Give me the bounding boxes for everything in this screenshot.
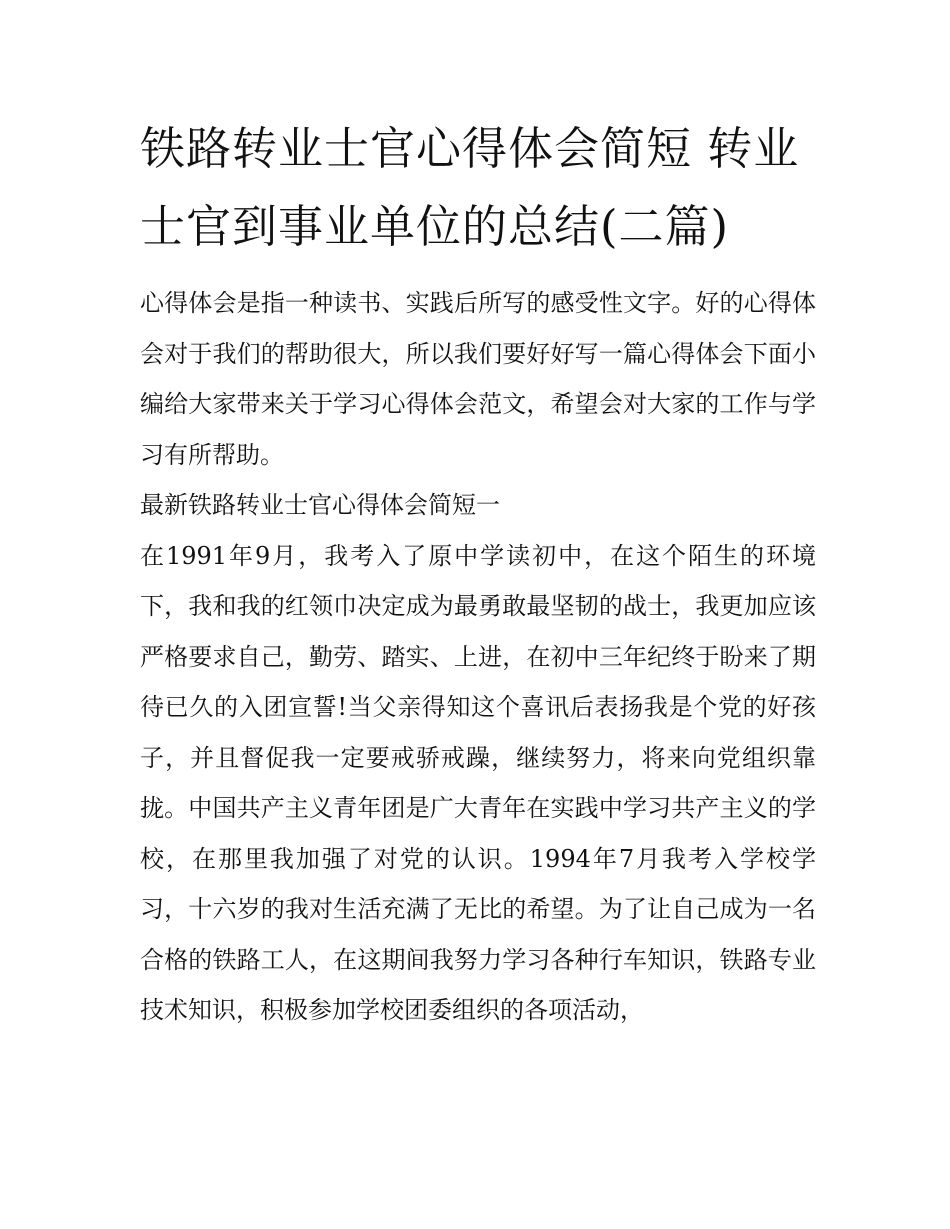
- document-content: [140, 110, 816, 1036]
- body-paragraph: 在1991年9月，我考入了原中学读初中，在这个陌生的环境下，我和我的红领巾决定成为最勇敢最坚韧的战士，我更加应该严格要求自己，勤劳、踏实、上进，在初中三年纪终于盼来了期待已久的入团宣誓!当父亲得知这个喜讯后表扬我是个党的好孩子，并且督促我一定要戒骄戒躁，继续努力，将来向党组织靠拢。中国共产主义青年团是广大青年在实践中学习共产主义的学校，在那里我加强了对党的认识。1994年7月我考入学校学习，十六岁的我对生活充满了无比的希望。为了让自己成为一名合格的铁路工人，在这期间我努力学习各种行车知识，铁路专业技术知识，积极参加学校团委组织的各项活动，: [140, 541, 816, 1024]
- document-title: 铁路转业士官心得体会简短 转业士官到事业单位的总结(二篇): [140, 122, 800, 253]
- intro-paragraph: 心得体会是指一种读书、实践后所写的感受性文字。好的心得体会对于我们的帮助很大，所以我们要好好写一篇心得体会下面小编给大家带来关于学习心得体会范文，希望会对大家的工作与学习有所帮助。: [140, 289, 816, 469]
- section-heading: 最新铁路转业士官心得体会简短一: [140, 491, 500, 519]
